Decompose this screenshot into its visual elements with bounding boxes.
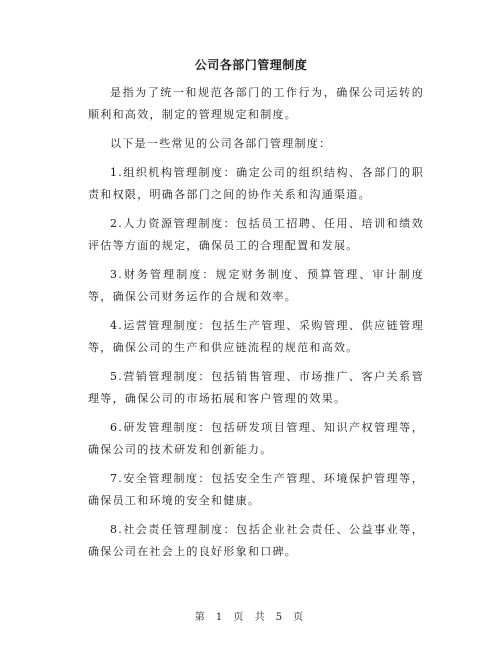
paragraph-item-6: 6.研发管理制度：包括研发项目管理、知识产权管理等，确保公司的技术研发和创新能力。 bbox=[88, 421, 424, 456]
paragraph-item-3: 3.财务管理制度：规定财务制度、预算管理、审计制度等，确保公司财务运作的合规和效率。 bbox=[88, 268, 424, 303]
document-body bbox=[88, 82, 424, 570]
paragraph-item-4: 4.运营管理制度：包括生产管理、采购管理、供应链管理等，确保公司的生产和供应链流程的规范和高效。 bbox=[88, 319, 424, 354]
paragraph-intro: 是指为了统一和规范各部门的工作行为，确保公司运转的顺利和高效，制定的管理规定和制度。 bbox=[88, 86, 424, 121]
paragraph-item-7: 7.安全管理制度：包括安全生产管理、环境保护管理等，确保员工和环境的安全和健康。 bbox=[88, 472, 424, 507]
page-number-footer: 第 1 页 共 5 页 bbox=[194, 612, 308, 623]
paragraph-item-2: 2.人力资源管理制度：包括员工招聘、任用、培训和绩效评估等方面的规定，确保员工的合理配置和发展。 bbox=[88, 217, 424, 252]
document-title: 公司各部门管理制度 bbox=[194, 58, 308, 72]
paragraph-item-8: 8.社会责任管理制度：包括企业社会责任、公益事业等，确保公司在社会上的良好形象和口碑。 bbox=[88, 523, 424, 558]
paragraph-item-1: 1.组织机构管理制度：确定公司的组织结构、各部门的职责和权限，明确各部门之间的协作关系和沟通渠道。 bbox=[88, 166, 424, 201]
paragraph-item-5: 5.营销管理制度：包括销售管理、市场推广、客户关系管理等，确保公司的市场拓展和客户管理的效果。 bbox=[88, 370, 424, 405]
paragraph-list-lead: 以下是一些常见的公司各部门管理制度： bbox=[110, 137, 332, 150]
